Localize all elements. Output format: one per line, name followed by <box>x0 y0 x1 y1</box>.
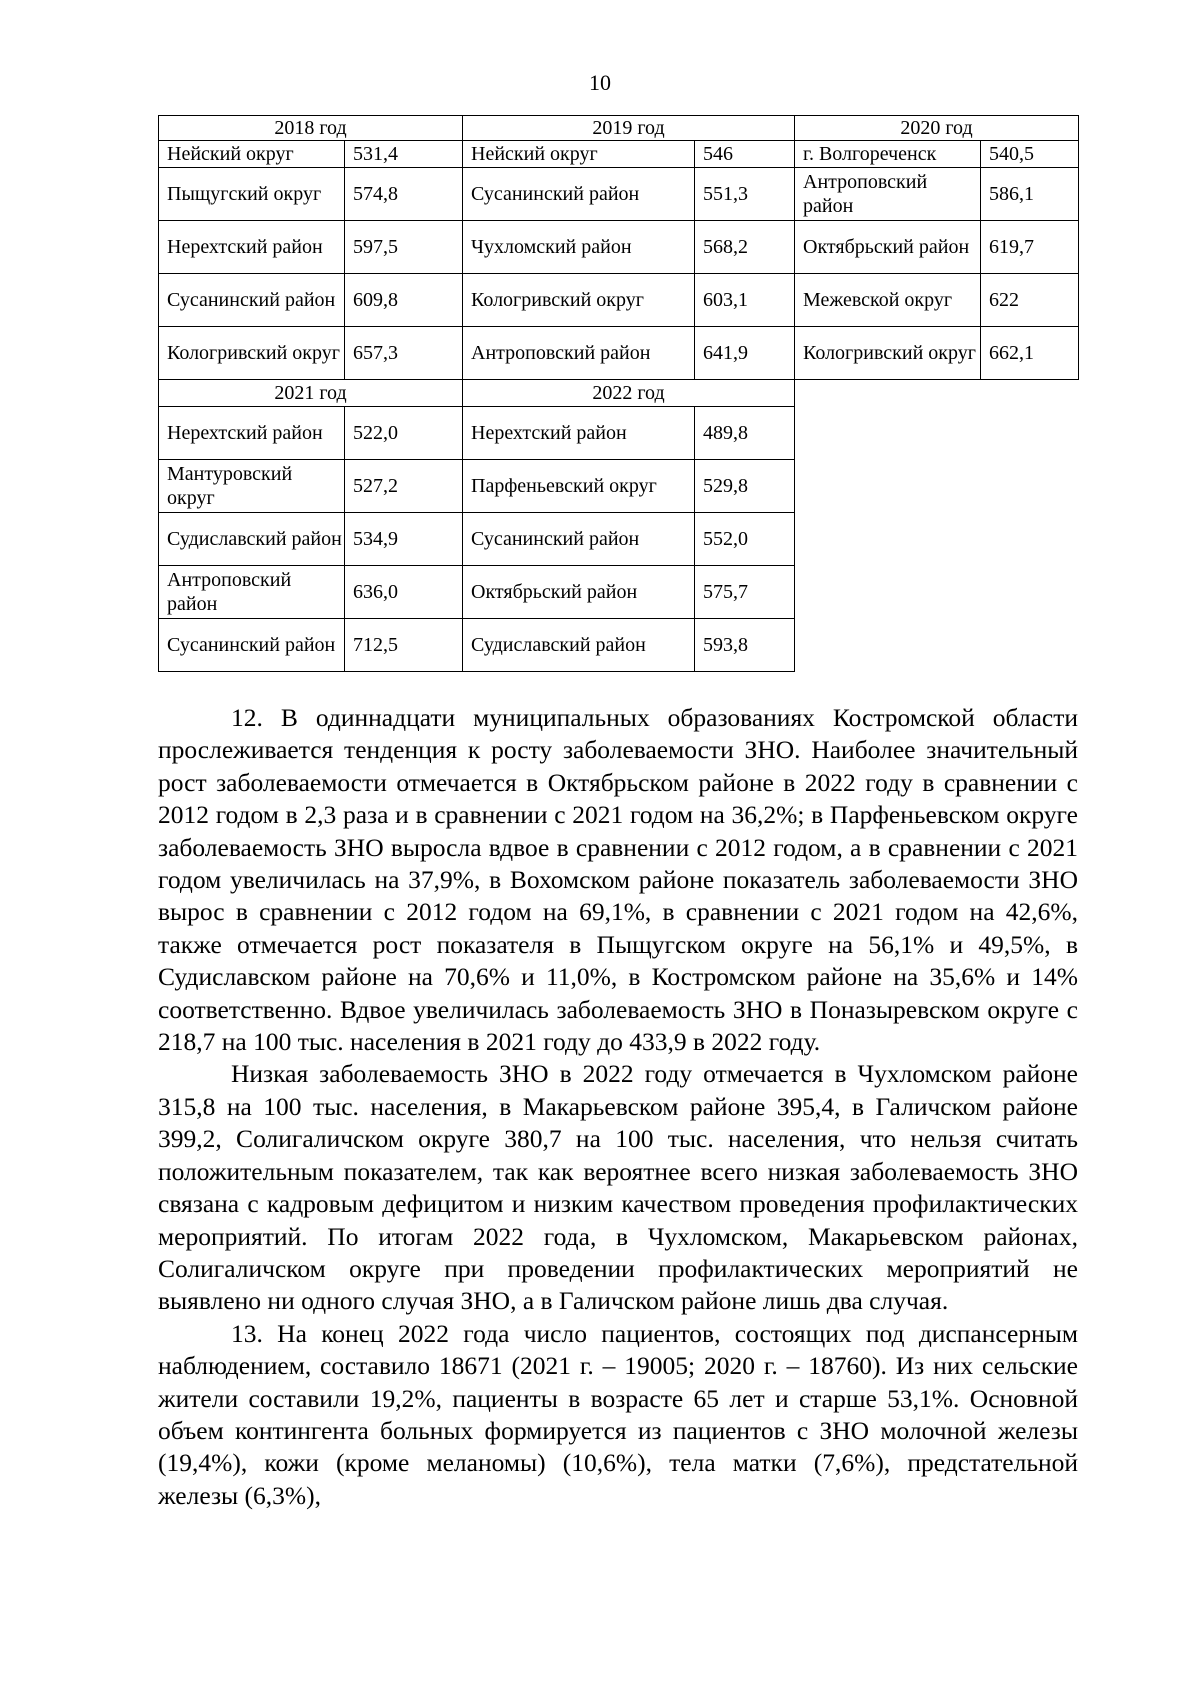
year-header: 2022 год <box>463 380 795 407</box>
value-cell: 575,7 <box>695 565 795 618</box>
district-cell: Межевской округ <box>795 274 981 327</box>
district-cell: Кологривский округ <box>795 327 981 380</box>
value-cell: 603,1 <box>695 274 795 327</box>
value-cell: 529,8 <box>695 459 795 512</box>
value-cell: 531,4 <box>345 141 463 168</box>
district-cell: Октябрьский район <box>795 221 981 274</box>
district-cell: Антроповский район <box>159 565 345 618</box>
value-cell: 551,3 <box>695 168 795 221</box>
empty-cell <box>795 512 1079 565</box>
table-row <box>159 168 1079 221</box>
year-header: 2018 год <box>159 116 463 141</box>
value-cell: 636,0 <box>345 565 463 618</box>
district-cell: Нейский округ <box>463 141 695 168</box>
year-header: 2020 год <box>795 116 1079 141</box>
district-cell: г. Волгореченск <box>795 141 981 168</box>
table-row <box>159 327 1079 380</box>
value-cell: 527,2 <box>345 459 463 512</box>
value-cell: 712,5 <box>345 618 463 671</box>
value-cell: 568,2 <box>695 221 795 274</box>
page-number: 10 <box>589 70 611 95</box>
table-row <box>159 459 1079 512</box>
incidence-table <box>158 115 1079 672</box>
value-cell: 586,1 <box>981 168 1079 221</box>
value-cell: 622 <box>981 274 1079 327</box>
value-cell: 552,0 <box>695 512 795 565</box>
table-row <box>159 221 1079 274</box>
empty-cell <box>795 618 1079 671</box>
district-cell: Нерехтский район <box>159 406 345 459</box>
value-cell: 489,8 <box>695 406 795 459</box>
year-header: 2019 год <box>463 116 795 141</box>
district-cell: Пыщугский округ <box>159 168 345 221</box>
value-cell: 619,7 <box>981 221 1079 274</box>
value-cell: 593,8 <box>695 618 795 671</box>
paragraph-12: 12. В одиннадцати муниципальных образованиях Костромской области прослеживается тенденция к росту заболеваемости ЗНО. Наиболее значительный рост заболеваемости отмечается в Октябрьском районе в 2022 году в сравнении с 2012 годом в 2,3 раза и в сравнении с 2021 годом на 36,2%; в Парфеньевском округе заболеваемость ЗНО выросла вдвое в сравнении с 2012 годом, а в сравнении с 2021 годом увеличилась на 37,9%, в Вохомском районе показатель заболеваемости ЗНО вырос в сравнении с 2012 годом на 69,1%, в сравнении с 2021 годом на 42,6%, также отмечается рост показателя в Пыщугском округе на 56,1% и 49,5%, в Судиславском районе на 70,6% и 11,0%, в Костромском районе на 35,6% и 14% соответственно. Вдвое увеличилась заболеваемость ЗНО в Поназыревском округе с 218,7 на 100 тыс. населения в 2021 году до 433,9 в 2022 году. <box>158 703 1078 1057</box>
paragraph-low-incidence: Низкая заболеваемость ЗНО в 2022 году отмечается в Чухломском районе 315,8 на 100 тыс. населения, в Макарьевском районе 395,4, в Галичском районе 399,2, Солигаличском округе 380,7 на 100 тыс. населения, что нельзя считать положительным показателем, так как вероятнее всего низкая заболеваемость ЗНО связана с кадровым дефицитом и низким качеством проведения профилактических мероприятий. По итогам 2022 года, в Чухломском, Макарьевском районах, Солигаличском округе при проведении профилактических мероприятий не выявлено ни одного случая ЗНО, а в Галичском районе лишь два случая. <box>158 1059 1078 1316</box>
value-cell: 609,8 <box>345 274 463 327</box>
value-cell: 597,5 <box>345 221 463 274</box>
table-row <box>159 141 1079 168</box>
district-cell: Нейский округ <box>159 141 345 168</box>
body-text <box>158 702 1078 1512</box>
district-cell: Нерехтский район <box>159 221 345 274</box>
value-cell: 662,1 <box>981 327 1079 380</box>
district-cell: Судиславский район <box>463 618 695 671</box>
table-row <box>159 406 1079 459</box>
empty-cell <box>795 406 1079 459</box>
value-cell: 657,3 <box>345 327 463 380</box>
table-row <box>159 274 1079 327</box>
value-cell: 574,8 <box>345 168 463 221</box>
empty-cell <box>795 459 1079 512</box>
empty-cell <box>795 380 1079 407</box>
district-cell: Сусанинский район <box>159 274 345 327</box>
empty-cell <box>795 565 1079 618</box>
district-cell: Нерехтский район <box>463 406 695 459</box>
table-year-header-row <box>159 380 1079 407</box>
year-header: 2021 год <box>159 380 463 407</box>
district-cell: Сусанинский район <box>463 168 695 221</box>
table-year-header-row <box>159 116 1079 141</box>
district-cell: Мантуровский округ <box>159 459 345 512</box>
value-cell: 641,9 <box>695 327 795 380</box>
value-cell: 546 <box>695 141 795 168</box>
district-cell: Сусанинский район <box>159 618 345 671</box>
district-cell: Антроповский район <box>795 168 981 221</box>
district-cell: Судиславский район <box>159 512 345 565</box>
district-cell: Кологривский округ <box>159 327 345 380</box>
district-cell: Сусанинский район <box>463 512 695 565</box>
table-row <box>159 565 1079 618</box>
table-row <box>159 512 1079 565</box>
value-cell: 534,9 <box>345 512 463 565</box>
district-cell: Парфеньевский округ <box>463 459 695 512</box>
district-cell: Антроповский район <box>463 327 695 380</box>
value-cell: 540,5 <box>981 141 1079 168</box>
district-cell: Чухломский район <box>463 221 695 274</box>
table-row <box>159 618 1079 671</box>
value-cell: 522,0 <box>345 406 463 459</box>
district-cell: Кологривский округ <box>463 274 695 327</box>
district-cell: Октябрьский район <box>463 565 695 618</box>
paragraph-13: 13. На конец 2022 года число пациентов, состоящих под диспансерным наблюдением, составило 18671 (2021 г. – 19005; 2020 г. – 18760). Из них сельские жители составили 19,2%, пациенты в возрасте 65 лет и старше 53,1%. Основной объем контингента больных формируется из пациентов с ЗНО молочной железы (19,4%), кожи (кроме меланомы) (10,6%), тела матки (7,6%), предстательной железы (6,3%), <box>158 1318 1078 1510</box>
